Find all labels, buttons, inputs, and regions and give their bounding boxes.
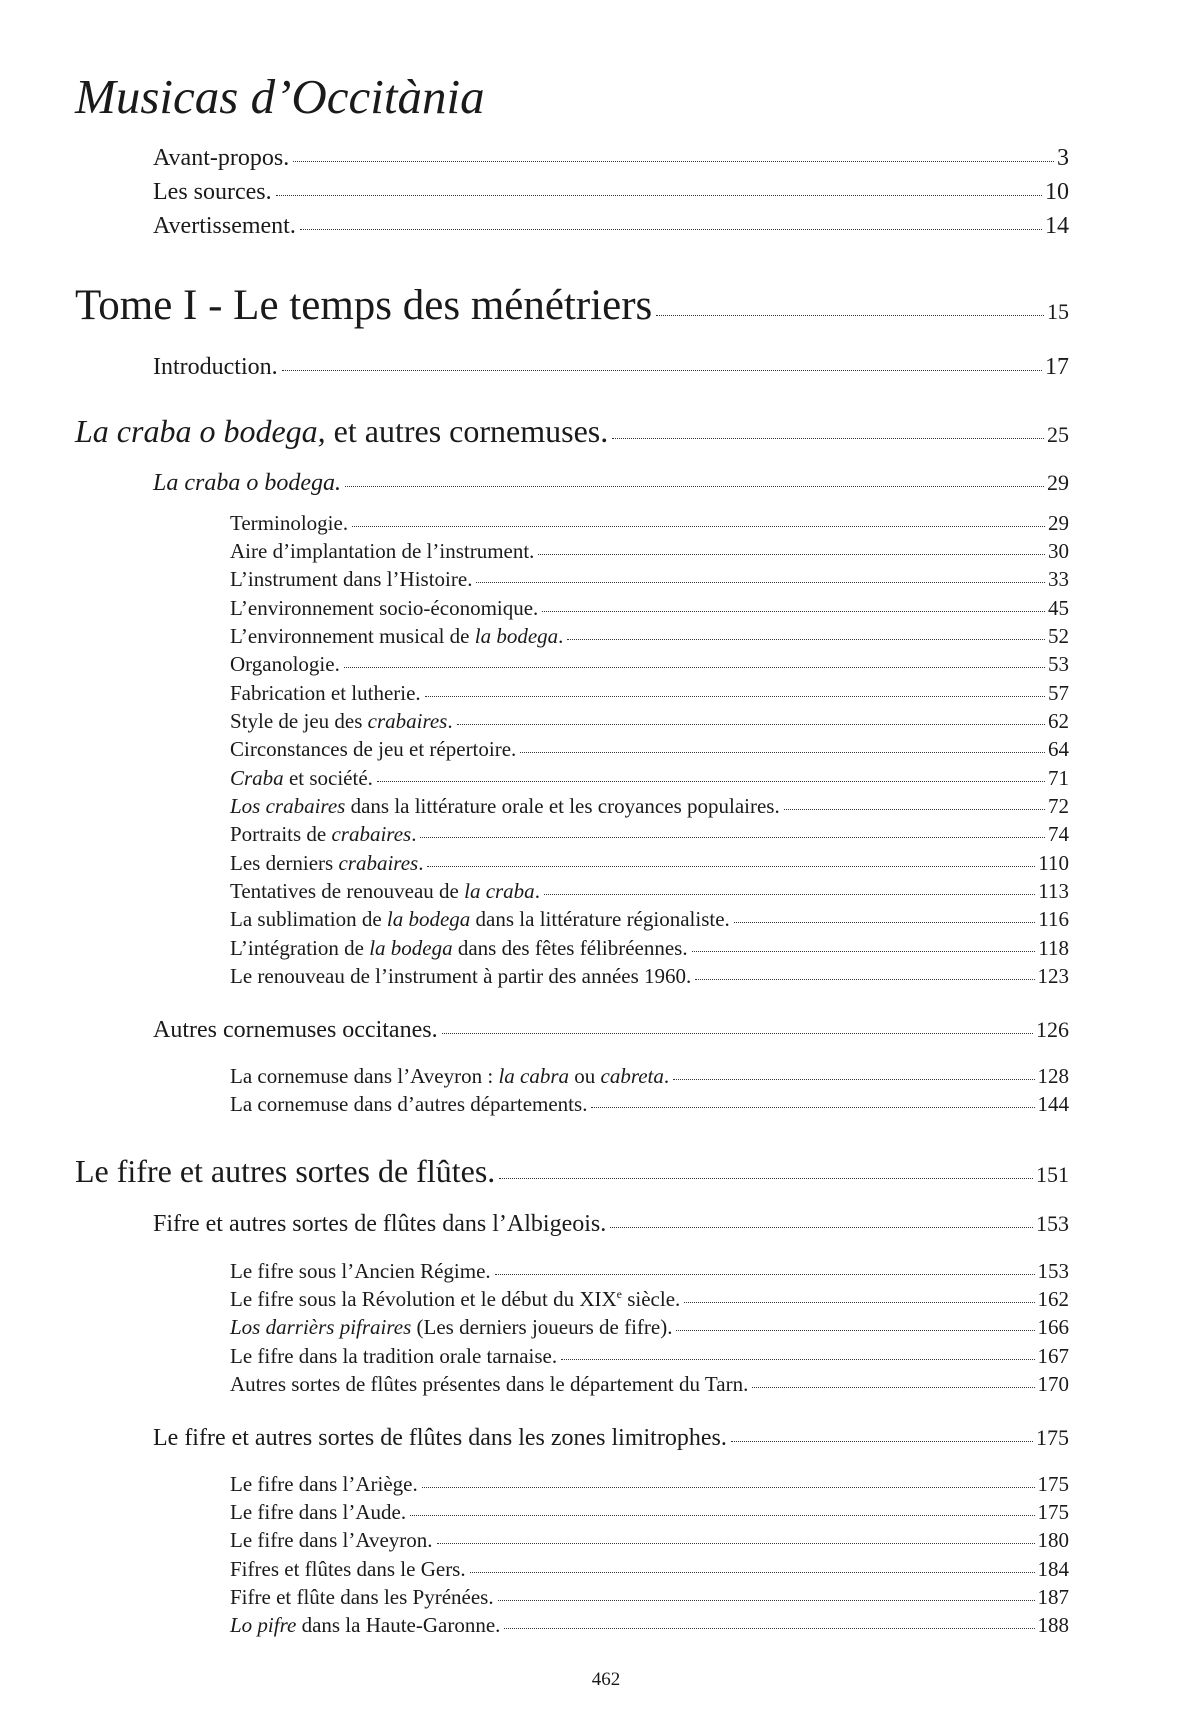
dot-leader: [504, 1628, 1034, 1629]
toc-entry-introduction[interactable]: [153, 354, 1069, 381]
dot-leader: [676, 1330, 1034, 1331]
toc-entry-label: Aire d’implantation de l’instrument.: [230, 539, 535, 563]
toc-entry-label: Los crabaires dans la littérature orale et les croyances populaires.: [230, 794, 780, 818]
toc-entry[interactable]: [230, 1585, 1069, 1610]
toc-page-number: 175: [1037, 1500, 1069, 1524]
toc-entry[interactable]: [230, 1259, 1069, 1284]
toc-section-zones-limitrophes[interactable]: [153, 1425, 1069, 1452]
toc-entry[interactable]: [230, 539, 1069, 564]
dot-leader: [352, 526, 1045, 527]
toc-entry-label: Craba et société.: [230, 766, 373, 790]
toc-entry[interactable]: [230, 511, 1069, 536]
toc-entry[interactable]: [230, 879, 1069, 904]
toc-page-number: 64: [1048, 737, 1069, 761]
dot-leader: [656, 315, 1044, 316]
chapter-title: La craba o bodega, et autres cornemuses.: [75, 413, 609, 449]
toc-entry-sources[interactable]: [153, 179, 1069, 206]
toc-entry-label: Fabrication et lutherie.: [230, 681, 421, 705]
toc-entry-label: Le fifre dans l’Aveyron.: [230, 1528, 433, 1552]
toc-entry-label: Organologie.: [230, 652, 340, 676]
toc-page-number: 14: [1045, 213, 1069, 239]
toc-page-number: 71: [1048, 766, 1069, 790]
toc-page-number: 52: [1048, 624, 1069, 648]
toc-entry-label: La cornemuse dans l’Aveyron : la cabra ou cabreta.: [230, 1064, 670, 1088]
toc-page-number: 180: [1037, 1528, 1069, 1552]
toc-page-number: 170: [1037, 1372, 1069, 1396]
toc-entry-label: Le fifre dans l’Ariège.: [230, 1472, 418, 1496]
toc-page-number: 62: [1048, 709, 1069, 733]
toc-entry-label: L’environnement socio-économique.: [230, 596, 539, 620]
toc-entry-label: Terminologie.: [230, 511, 349, 535]
toc-entry-label: Fifre et flûte dans les Pyrénées.: [230, 1585, 494, 1609]
dot-leader: [410, 1515, 1034, 1516]
toc-entry[interactable]: [230, 1613, 1069, 1638]
dot-leader: [673, 1079, 1034, 1080]
toc-page-number: 126: [1036, 1017, 1069, 1042]
toc-entry[interactable]: [230, 851, 1069, 876]
toc-entry[interactable]: [230, 681, 1069, 706]
dot-leader: [437, 1543, 1035, 1544]
toc-chapter-cornemuses[interactable]: [75, 413, 1069, 450]
toc-entry-label: Le fifre dans la tradition orale tarnaise.: [230, 1344, 558, 1368]
dot-leader: [293, 161, 1054, 162]
toc-page-number: 45: [1048, 596, 1069, 620]
toc-page-number: 53: [1048, 652, 1069, 676]
dot-leader: [752, 1387, 1034, 1388]
toc-entry-label: Le fifre sous la Révolution et le début du XIXe siècle.: [230, 1287, 681, 1311]
dot-leader: [520, 752, 1045, 753]
toc-entry-label: L’environnement musical de la bodega.: [230, 624, 564, 648]
toc-entry[interactable]: [230, 567, 1069, 592]
toc-section-albigeois[interactable]: [153, 1211, 1069, 1238]
toc-entry-avant-propos[interactable]: [153, 145, 1069, 172]
dot-leader: [420, 837, 1045, 838]
toc-page-number: 29: [1047, 470, 1069, 495]
dot-leader: [692, 951, 1036, 952]
toc-page-number: 25: [1047, 422, 1069, 447]
dot-leader: [544, 894, 1035, 895]
book-title: Musicas d’Occitània: [75, 69, 485, 124]
toc-page-number: 162: [1037, 1287, 1069, 1311]
dot-leader: [476, 582, 1045, 583]
toc-entry-label: Introduction.: [153, 354, 278, 380]
dot-leader: [377, 781, 1045, 782]
toc-page-number: 33: [1048, 567, 1069, 591]
toc-entry[interactable]: [230, 964, 1069, 989]
toc-entry-label: Los darrièrs pifraires (Les derniers joueurs de fifre).: [230, 1315, 673, 1339]
toc-entry[interactable]: [230, 1500, 1069, 1525]
toc-entry[interactable]: [230, 596, 1069, 621]
toc-entry-label: Les derniers crabaires.: [230, 851, 424, 875]
toc-entry[interactable]: [230, 1064, 1069, 1089]
toc-entry-label: L’instrument dans l’Histoire.: [230, 567, 473, 591]
dot-leader: [470, 1572, 1035, 1573]
toc-entry-label: La sublimation de la bodega dans la littérature régionaliste.: [230, 907, 730, 931]
toc-page-number: 175: [1037, 1472, 1069, 1496]
dot-leader: [610, 1227, 1033, 1228]
toc-entry[interactable]: [230, 709, 1069, 734]
toc-page-number: 3: [1057, 145, 1069, 171]
toc-page-number: 123: [1037, 964, 1069, 988]
toc-entry[interactable]: [230, 1344, 1069, 1369]
toc-page-number: 167: [1037, 1344, 1069, 1368]
toc-entry-label: Avant-propos.: [153, 145, 290, 171]
toc-entry-label: Autres sortes de flûtes présentes dans le département du Tarn.: [230, 1372, 749, 1396]
dot-leader: [300, 229, 1042, 230]
toc-entry-label: Tentatives de renouveau de la craba.: [230, 879, 540, 903]
toc-tome-heading[interactable]: [75, 281, 1069, 330]
toc-page-number: 118: [1038, 936, 1069, 960]
dot-leader: [282, 370, 1042, 371]
toc-section-craba-bodega[interactable]: [153, 470, 1069, 497]
toc-entry-label: Le fifre sous l’Ancien Régime.: [230, 1259, 491, 1283]
dot-leader: [612, 438, 1044, 439]
toc-page-number: 188: [1037, 1613, 1069, 1637]
toc-entry[interactable]: [230, 1315, 1069, 1340]
tome-title: Tome I - Le temps des ménétriers: [75, 282, 653, 329]
toc-entry-label: Le fifre dans l’Aude.: [230, 1500, 407, 1524]
toc-entry-label: Le renouveau de l’instrument à partir des années 1960.: [230, 964, 692, 988]
dot-leader: [442, 1033, 1033, 1034]
dot-leader: [542, 611, 1045, 612]
toc-entry[interactable]: [230, 652, 1069, 677]
dot-leader: [684, 1302, 1034, 1303]
toc-entry-label: Circonstances de jeu et répertoire.: [230, 737, 517, 761]
toc-entry-label: La cornemuse dans d’autres départements.: [230, 1092, 588, 1116]
dot-leader: [457, 724, 1045, 725]
toc-page-number: 153: [1036, 1211, 1069, 1236]
toc-entry-label: Lo pifre dans la Haute-Garonne.: [230, 1613, 501, 1637]
toc-entry[interactable]: [230, 1372, 1069, 1397]
dot-leader: [734, 922, 1035, 923]
dot-leader: [425, 696, 1045, 697]
toc-page-number: 151: [1036, 1162, 1069, 1187]
toc-page-number: 17: [1045, 354, 1069, 380]
toc-page-number: 113: [1038, 879, 1069, 903]
dot-leader: [498, 1600, 1035, 1601]
toc-entry[interactable]: [230, 624, 1069, 649]
dot-leader: [422, 1487, 1035, 1488]
section-title: Autres cornemuses occitanes.: [153, 1017, 438, 1043]
dot-leader: [495, 1274, 1035, 1275]
toc-entry-avertissement[interactable]: [153, 213, 1069, 240]
dot-leader: [499, 1178, 1033, 1179]
toc-page-number: 166: [1037, 1315, 1069, 1339]
toc-entry-label: Les sources.: [153, 179, 272, 205]
toc-entry-label: Style de jeu des crabaires.: [230, 709, 453, 733]
toc-entry-label: L’intégration de la bodega dans des fêtes félibréennes.: [230, 936, 688, 960]
toc-entry-label: Avertissement.: [153, 213, 296, 239]
toc-page-number: 29: [1048, 511, 1069, 535]
toc-page-number: 144: [1037, 1092, 1069, 1116]
dot-leader: [695, 979, 1034, 980]
toc-page-number: 30: [1048, 539, 1069, 563]
toc-entry[interactable]: [230, 1472, 1069, 1497]
toc-entry[interactable]: [230, 1557, 1069, 1582]
dot-leader: [538, 554, 1045, 555]
dot-leader: [561, 1359, 1034, 1360]
toc-entry[interactable]: [230, 1092, 1069, 1117]
toc-entry[interactable]: [230, 822, 1069, 847]
dot-leader: [591, 1107, 1034, 1108]
dot-leader: [344, 667, 1045, 668]
toc-page-number: 57: [1048, 681, 1069, 705]
section-title: Le fifre et autres sortes de flûtes dans les zones limitrophes.: [153, 1425, 727, 1451]
toc-page-number: 128: [1037, 1064, 1069, 1088]
toc-entry[interactable]: [230, 1528, 1069, 1553]
toc-page-number: 72: [1048, 794, 1069, 818]
dot-leader: [345, 486, 1044, 487]
dot-leader: [276, 195, 1042, 196]
toc-entry[interactable]: [230, 907, 1069, 932]
page-number: 462: [591, 1669, 621, 1690]
toc-page-number: 74: [1048, 822, 1069, 846]
dot-leader: [567, 639, 1045, 640]
toc-page-number: 10: [1045, 179, 1069, 205]
dot-leader: [731, 1441, 1033, 1442]
toc-page-number: 153: [1037, 1259, 1069, 1283]
toc-entry[interactable]: [230, 936, 1069, 961]
toc-entry[interactable]: [230, 737, 1069, 762]
toc-page-number: 175: [1036, 1425, 1069, 1450]
toc-entry[interactable]: [230, 794, 1069, 819]
toc-page-number: 116: [1038, 907, 1069, 931]
toc-entry-label: Fifres et flûtes dans le Gers.: [230, 1557, 466, 1581]
chapter-title: Le fifre et autres sortes de flûtes.: [75, 1153, 496, 1189]
toc-page-number: 15: [1047, 299, 1069, 324]
toc-page-number: 187: [1037, 1585, 1069, 1609]
toc-page-number: 110: [1038, 851, 1069, 875]
toc-section-autres-cornemuses[interactable]: [153, 1017, 1069, 1044]
toc-chapter-fifre[interactable]: [75, 1153, 1069, 1190]
section-title: Fifre et autres sortes de flûtes dans l’Albigeois.: [153, 1211, 607, 1237]
section-title: La craba o bodega.: [153, 470, 341, 496]
dot-leader: [784, 809, 1045, 810]
toc-entry-label: Portraits de crabaires.: [230, 822, 417, 846]
toc-entry[interactable]: [230, 1287, 1069, 1312]
toc-entry[interactable]: [230, 766, 1069, 791]
dot-leader: [427, 866, 1035, 867]
toc-page-number: 184: [1037, 1557, 1069, 1581]
